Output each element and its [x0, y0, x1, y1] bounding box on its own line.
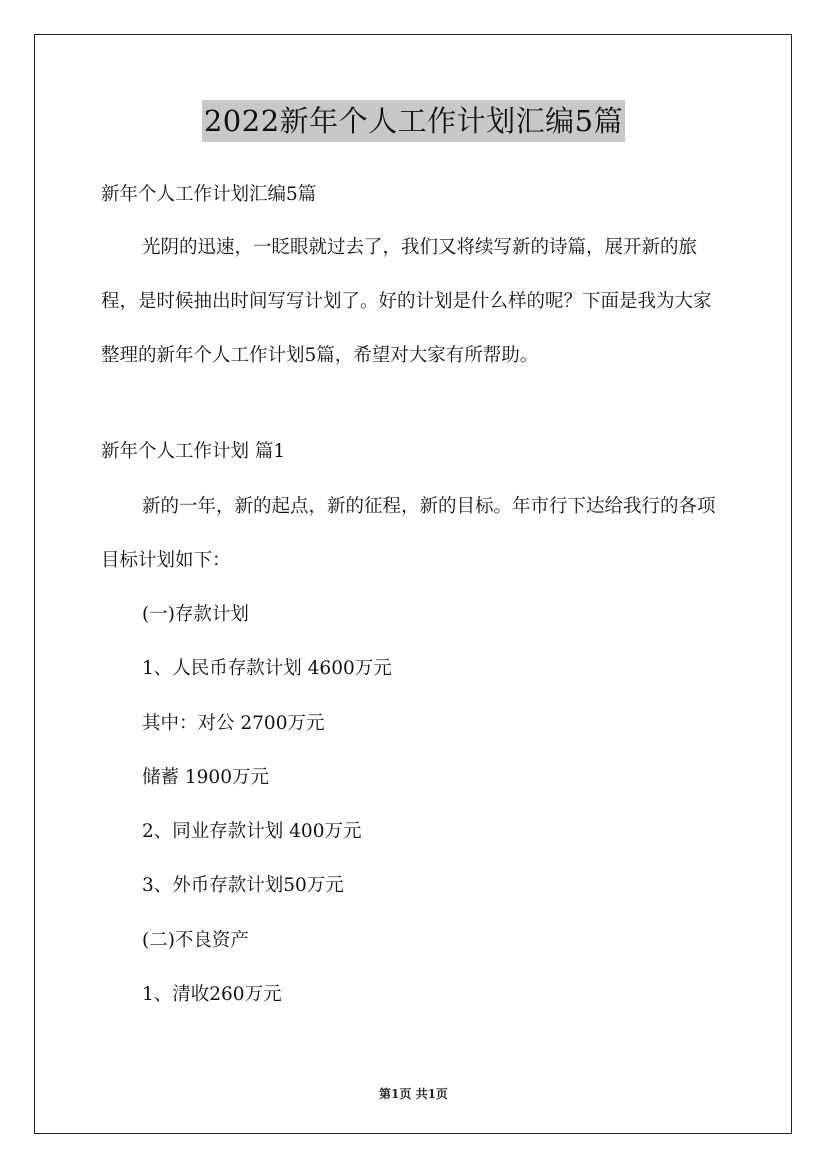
list-item: 其中：对公 2700万元 — [142, 712, 325, 734]
page-footer: 第1页 共1页 — [379, 1087, 448, 1101]
list-item: 1、人民币存款计划 4600万元 — [142, 658, 392, 680]
document-subtitle: 新年个人工作计划汇编5篇 — [101, 184, 317, 205]
list-item: 2、同业存款计划 400万元 — [142, 821, 362, 843]
list-item: 3、外币存款计划50万元 — [142, 875, 344, 897]
section-intro-paragraph: 新的一年，新的起点，新的征程，新的目标。年市行下达给我行的各项目标计划如下： — [101, 496, 716, 571]
list-item: 1、清收260万元 — [142, 984, 282, 1006]
list-item: 储蓄 1900万元 — [142, 766, 269, 788]
section-heading: 新年个人工作计划 篇1 — [101, 441, 286, 462]
list-item: (二)不良资产 — [142, 929, 249, 951]
title-container — [0, 100, 827, 142]
document-body — [101, 176, 727, 1022]
document-title: 2022新年个人工作计划汇编5篇 — [202, 100, 625, 142]
list-item: (一)存款计划 — [142, 604, 249, 625]
intro-paragraph: 光阴的迅速，一眨眼就过去了，我们又将续写新的诗篇，展开新的旅程，是时候抽出时间写写计划了。好的计划是什么样的呢？下面是我为大家整理的新年个人工作计划5篇，希望对大家有所帮助。 — [101, 237, 712, 366]
